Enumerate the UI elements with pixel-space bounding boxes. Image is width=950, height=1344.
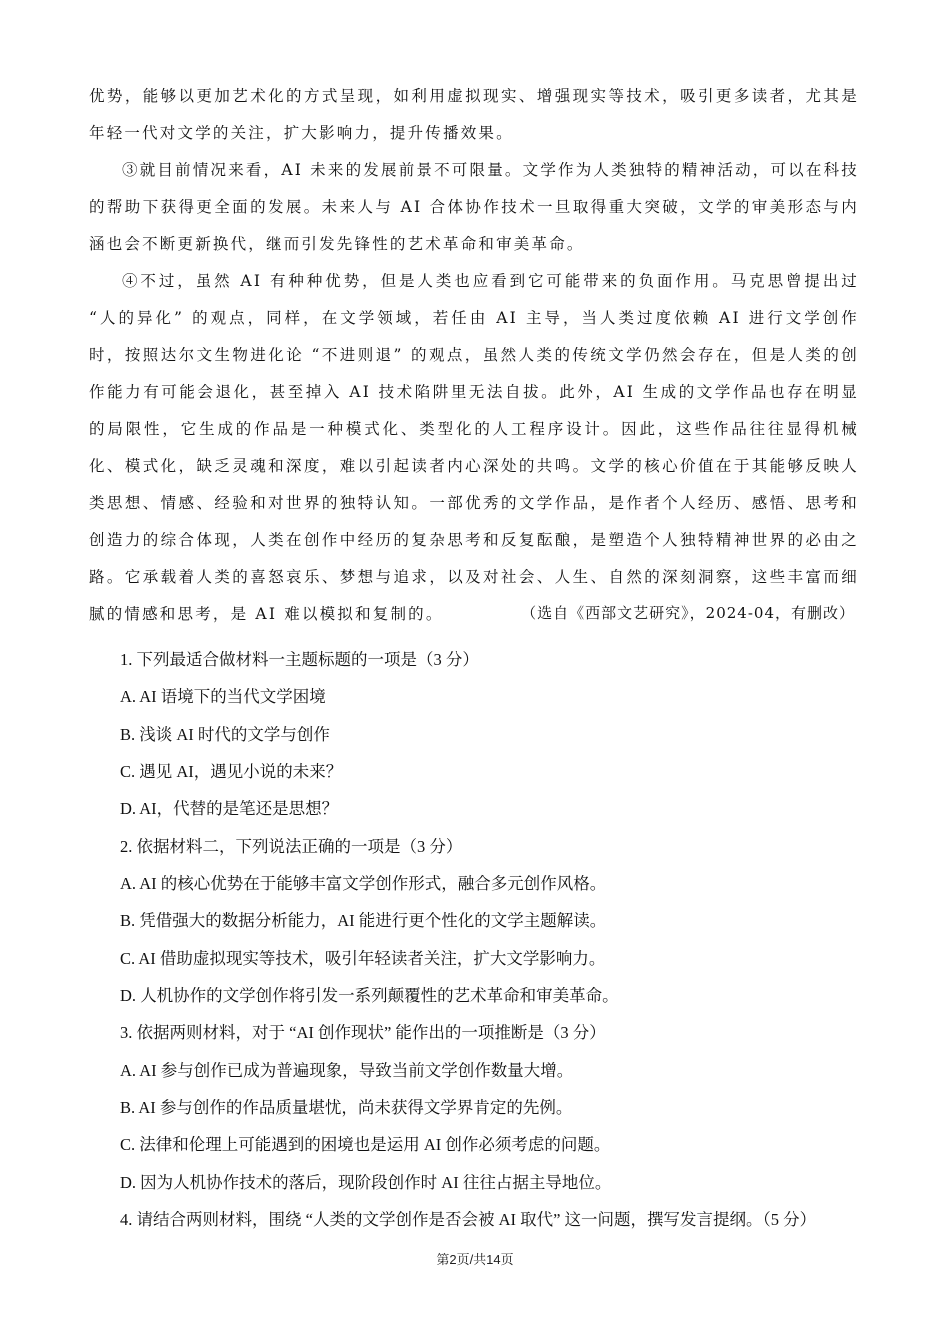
- question-3-option-c: C. 法律和伦理上可能遇到的困境也是运用 AI 创作必须考虑的问题。: [120, 1135, 611, 1155]
- question-2-option-d: D. 人机协作的文学创作将引发一系列颠覆性的艺术革命和审美革命。: [120, 986, 619, 1006]
- question-1-stem: 1. 下列最适合做材料一主题标题的一项是（3 分）: [120, 650, 479, 669]
- question-1-option-b: B. 浅谈 AI 时代的文学与创作: [120, 724, 330, 744]
- passage-paragraph-continued: 优势，能够以更加艺术化的方式呈现，如利用虚拟现实、增强现实等技术，吸引更多读者，尤其是年轻一代对文学的关注，扩大影响力，提升传播效果。: [89, 87, 859, 142]
- question-2-option-c: C. AI 借助虚拟现实等技术，吸引年轻读者关注，扩大文学影响力。: [120, 948, 606, 968]
- question-2-stem: 2. 依据材料二，下列说法正确的一项是（3 分）: [120, 836, 463, 856]
- passage-paragraph-4: ④不过，虽然 AI 有种种优势，但是人类也应看到它可能带来的负面作用。马克思曾提出过 “人的异化” 的观点，同样，在文学领域，若任由 AI 主导，当人类过度依赖 AI 进行文学创作时，按照达尔文生物进化论 “不进则退” 的观点，虽然人类的传统文学仍然会存在，但是人类的创作能力有可能会退化，甚至掉入 AI 技术陷阱里无法自拔。此外，AI 生成的文学作品也存在明显的局限性，它生成的作品是一种模式化、类型化的人工程序设计。因此，这些作品往往显得机械化、模式化，缺乏灵魂和深度，难以引起读者内心深处的共鸣。文学的核心价值在于其能够反映人类思想、情感、经验和对世界的独特认知。一部优秀的文学作品，是作者个人经历、感悟、思考和创造力的综合体现，人类在创作中经历的复杂思考和反复酝酿，是塑造个人独特精神世界的必由之路。它承载着人类的喜怒哀乐、梦想与追求，以及对社会、人生、自然的深刻洞察，这些丰富而细腻的情感和思考，是 AI 难以模拟和复制的。: [89, 272, 859, 623]
- question-list: [120, 641, 860, 1239]
- question-3-option-b: B. AI 参与创作的作品质量堪忧，尚未获得文学界肯定的先例。: [120, 1098, 573, 1118]
- question-1-option-a: A. AI 语境下的当代文学困境: [120, 687, 326, 707]
- passage-source: （选自《西部文艺研究》，2024-04，有删改）: [521, 604, 855, 622]
- question-2-option-b: B. 凭借强大的数据分析能力，AI 能进行更个性化的文学主题解读。: [120, 911, 607, 931]
- question-3-option-a: A. AI 参与创作已成为普遍现象，导致当前文学创作数量大增。: [120, 1060, 574, 1080]
- question-4-stem: 4. 请结合两则材料，围绕 “人类的文学创作是否会被 AI 取代” 这一问题，撰写发言提纲。（5 分）: [120, 1210, 817, 1230]
- question-3-option-d: D. 因为人机协作技术的落后，现阶段创作时 AI 往往占据主导地位。: [120, 1172, 612, 1192]
- reading-passage: [89, 78, 859, 633]
- question-1-option-d: D. AI，代替的是笔还是思想？: [120, 799, 339, 819]
- page-number: 第2页/共14页: [436, 1252, 514, 1267]
- question-2-option-a: A. AI 的核心优势在于能够丰富文学创作形式，融合多元创作风格。: [120, 874, 607, 894]
- question-3-stem: 3. 依据两则材料，对于 “AI 创作现状” 能作出的一项推断是（3 分）: [120, 1023, 606, 1043]
- passage-paragraph-3: ③就目前情况来看，AI 未来的发展前景不可限量。文学作为人类独特的精神活动，可以在科技的帮助下获得更全面的发展。未来人与 AI 合体协作技术一旦取得重大突破，文学的审美形态与内涵也会不断更新换代，继而引发先锋性的艺术革命和审美革命。: [89, 161, 859, 253]
- question-1-option-c: C. 遇见 AI，遇见小说的未来？: [120, 762, 343, 782]
